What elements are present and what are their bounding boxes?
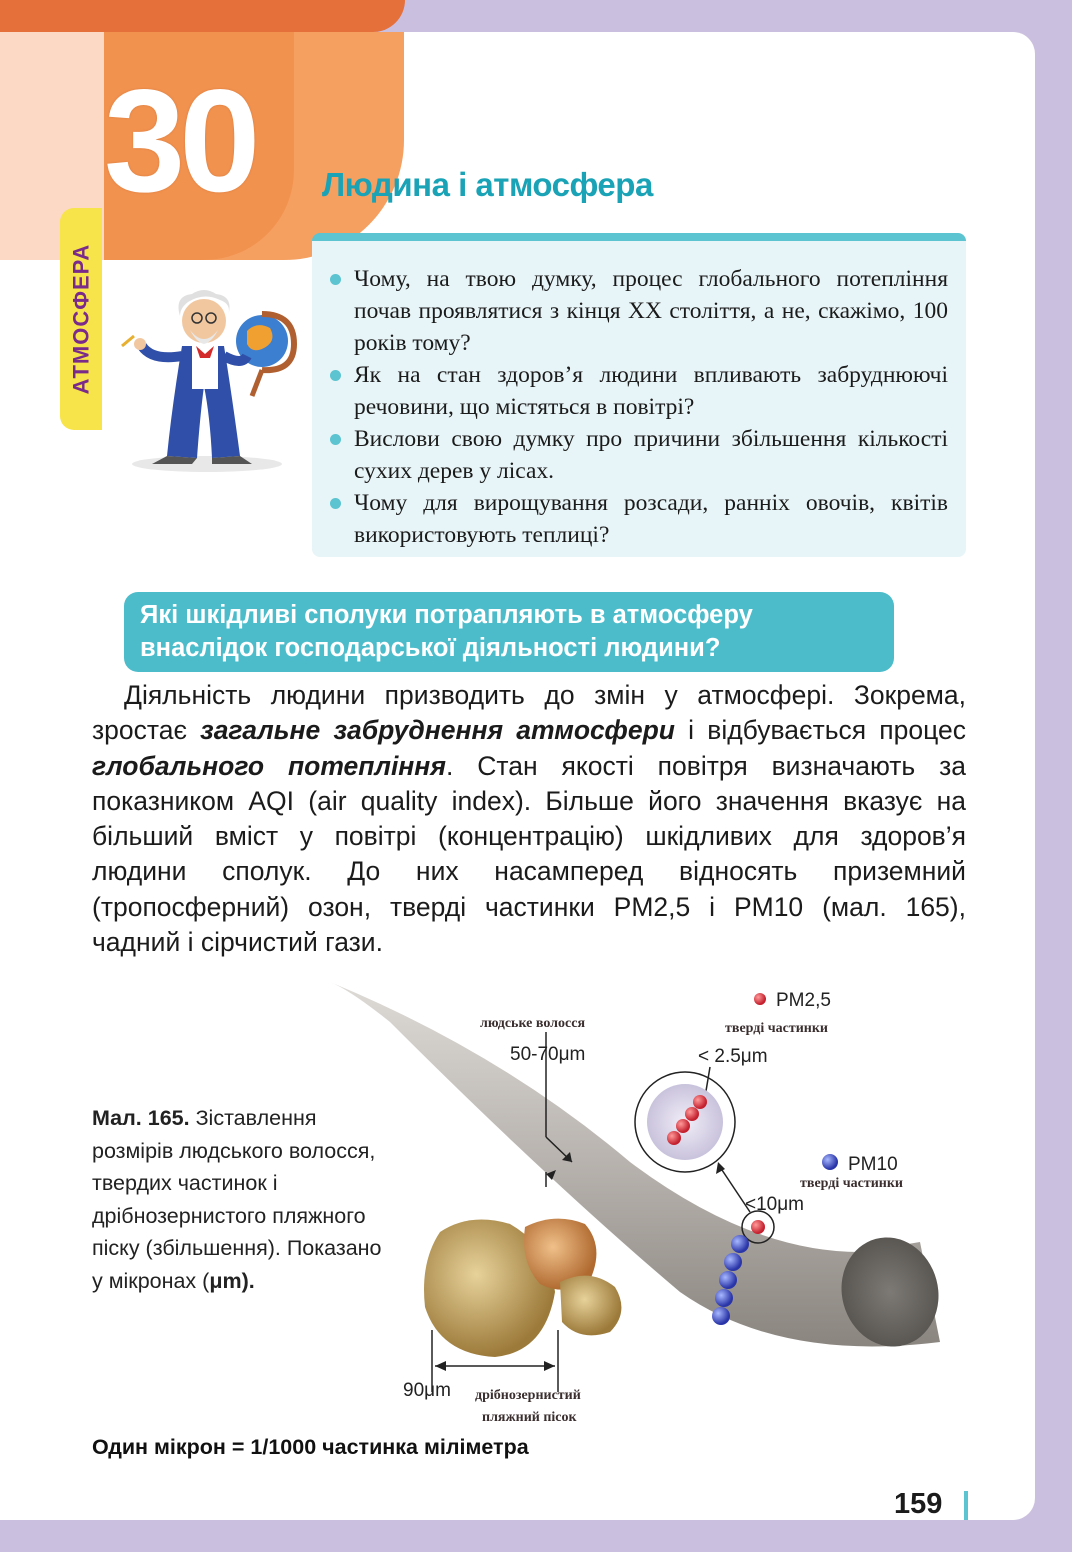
textbook-page xyxy=(0,32,1035,1520)
pm10-size: <10μm xyxy=(745,1194,805,1215)
term-global-warming: глобального потепління xyxy=(92,750,446,781)
page-number: 159 xyxy=(894,1488,943,1520)
section-tab-label-wrap xyxy=(60,208,102,430)
figure-caption xyxy=(92,1102,392,1297)
questions-list xyxy=(312,241,966,551)
professor-illustration xyxy=(112,286,312,476)
hair-label: людське волосся xyxy=(480,1016,586,1031)
particle-size-illustration xyxy=(300,962,1000,1432)
pm25-name: PM2,5 xyxy=(776,990,831,1011)
pm25-desc: тверді частинки xyxy=(725,1021,828,1036)
pm10-desc: тверді частинки xyxy=(800,1176,903,1191)
sand-label-2: пляжний пісок xyxy=(482,1410,577,1425)
section-heading xyxy=(124,592,894,672)
figure-caption-label: Мал. 165. xyxy=(92,1106,190,1130)
question-item: Чому для вирощування розсади, ранніх овочів, квітів використовують теплиці? xyxy=(330,487,948,551)
section-tab-label: АТМОСФЕРА xyxy=(68,243,94,395)
paragraph-text: Діяльність людини призводить до змін у атмосфері. Зокрема, зростає xyxy=(92,680,966,746)
body-paragraph xyxy=(92,678,966,960)
hair-size: 50-70μm xyxy=(510,1044,586,1065)
sand-label-1: дрібнозернистий xyxy=(475,1388,581,1403)
pm25-size: < 2.5μm xyxy=(698,1046,768,1067)
question-item: Вислови свою думку про причини збільшення кількості сухих дерев у лісах. xyxy=(330,423,948,487)
pm10-name: PM10 xyxy=(848,1154,898,1175)
question-item: Як на стан здоров’я людини впливають забруднюючі речовини, що містяться в повітрі? xyxy=(330,359,948,423)
micron-note: Один мікрон = 1/1000 частинка міліметра xyxy=(92,1435,529,1459)
section-heading-line2: внаслідок господарської діяльності людини? xyxy=(140,634,721,662)
page-number-bar xyxy=(964,1491,968,1520)
section-heading-line1: Які шкідливі сполуки потрапляють в атмосферу xyxy=(140,601,753,629)
top-corner-stripe xyxy=(0,0,405,32)
paragraph-text: і відбувається процес xyxy=(674,715,966,746)
questions-box xyxy=(312,233,966,557)
paragraph-text: . Стан якості повітря визначають за показником AQI (air quality index). Більше його значення вказує на більший вміст у повітрі (концентрацію) шкідливих для здоров’я людини сполук. До них насамперед відносять приземний (тропосферний) озон, тверді частинки PM2,5 і PM10 (мал. 165), чадний і сірчистий гази. xyxy=(92,750,967,958)
sand-size: 90μm xyxy=(403,1380,451,1401)
question-item: Чому, на твою думку, процес глобального потепління почав проявлятися з кінця XX століття, а не, скажімо, 100 років тому? xyxy=(330,263,948,359)
chapter-number: 30 xyxy=(104,59,255,222)
figure-caption-text: Зіставлення розмірів людського волосся, твердих частинок і дрібнозернистого пляжного піску (збільшення). Показано у мікронах ( xyxy=(92,1106,382,1293)
figure-caption-unit: μm). xyxy=(209,1268,255,1293)
page-title: Людина і атмосфера xyxy=(322,166,653,203)
term-air-pollution: загальне забруднення атмосфери xyxy=(200,715,675,746)
